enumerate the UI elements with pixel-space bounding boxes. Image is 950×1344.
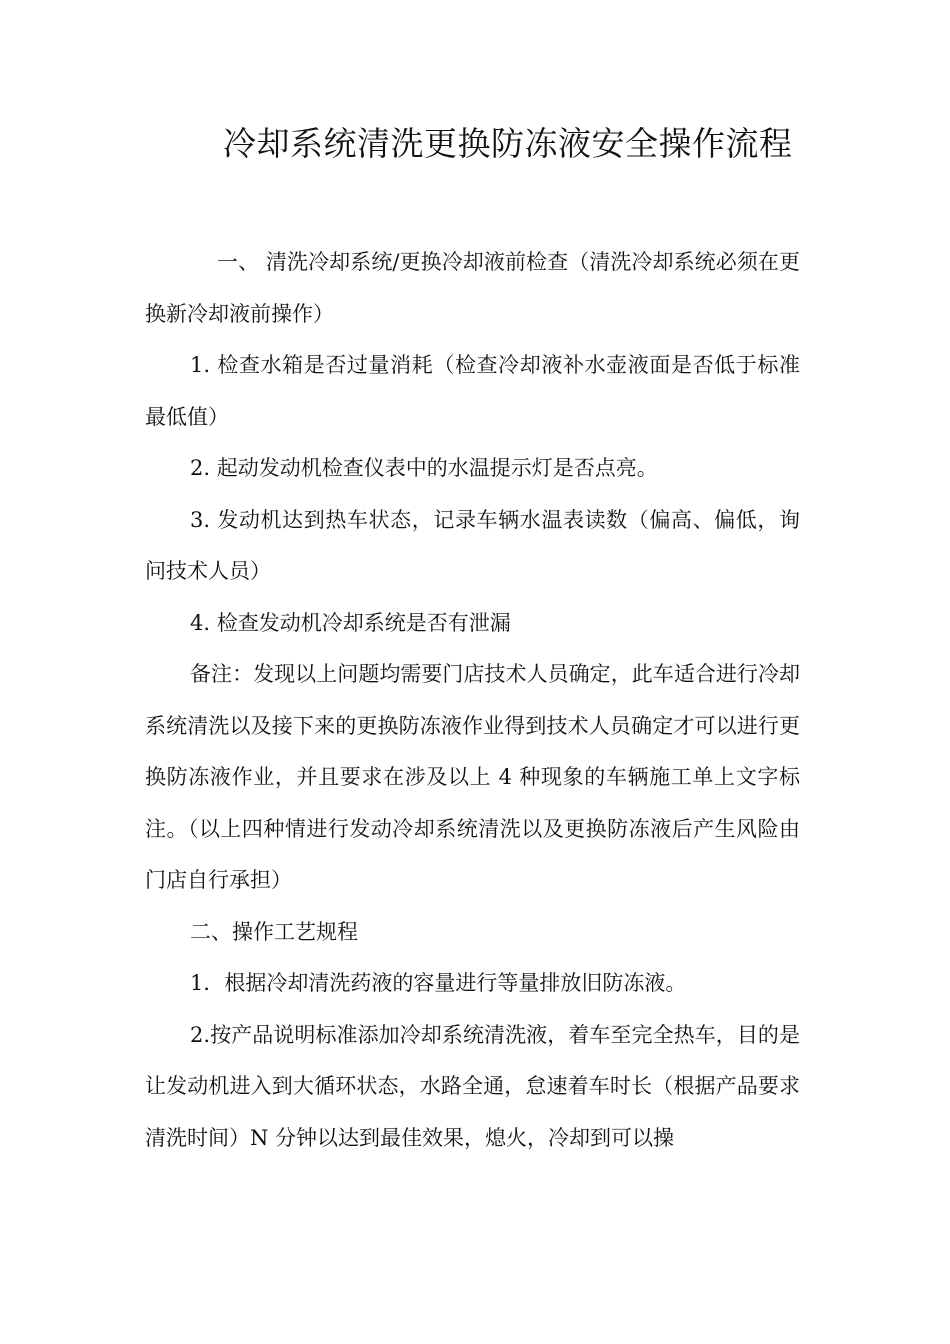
document-title: 冷却系统清洗更换防冻液安全操作流程 xyxy=(223,124,793,163)
check-item-2: 2. 起动发动机检查仪表中的水温提示灯是否点亮。 xyxy=(190,456,658,480)
remark-paragraph: 备注：发现以上问题均需要门店技术人员确定，此车适合进行冷却系统清洗以及接下来的更换防冻液作业得到技术人员确定才可以进行更换防冻液作业，并且要求在涉及以上 4 种现象的车辆施工单上文字标注。（以上四种情进行发动冷却系统清洗以及更换防冻液后产生风险由门店自行承担） xyxy=(145,662,800,892)
check-item-3: 3. 发动机达到热车状态，记录车辆水温表读数（偏高、偏低，询问技术人员） xyxy=(145,507,800,583)
check-item-4: 4. 检查发动机冷却系统是否有泄漏 xyxy=(190,610,511,635)
document-body xyxy=(145,237,800,1164)
section-heading-pre-check: 一、 清洗冷却系统/更换冷却液前检查（清洗冷却系统必须在更换新冷却液前操作） xyxy=(145,250,800,326)
procedure-step-2: 2.按产品说明标准添加冷却系统清洗液，着车至完全热车，目的是让发动机进入到大循环状态，水路全通，怠速着车时长（根据产品要求清洗时间）N 分钟以达到最佳效果，熄火，冷却到可以操 xyxy=(145,1022,800,1150)
section-heading-procedure: 二、操作工艺规程 xyxy=(190,919,358,944)
check-item-1: 1. 检查水箱是否过量消耗（检查冷却液补水壶液面是否低于标准最低值） xyxy=(145,353,800,429)
procedure-step-1: 1．根据冷却清洗药液的容量进行等量排放旧防冻液。 xyxy=(190,971,687,995)
